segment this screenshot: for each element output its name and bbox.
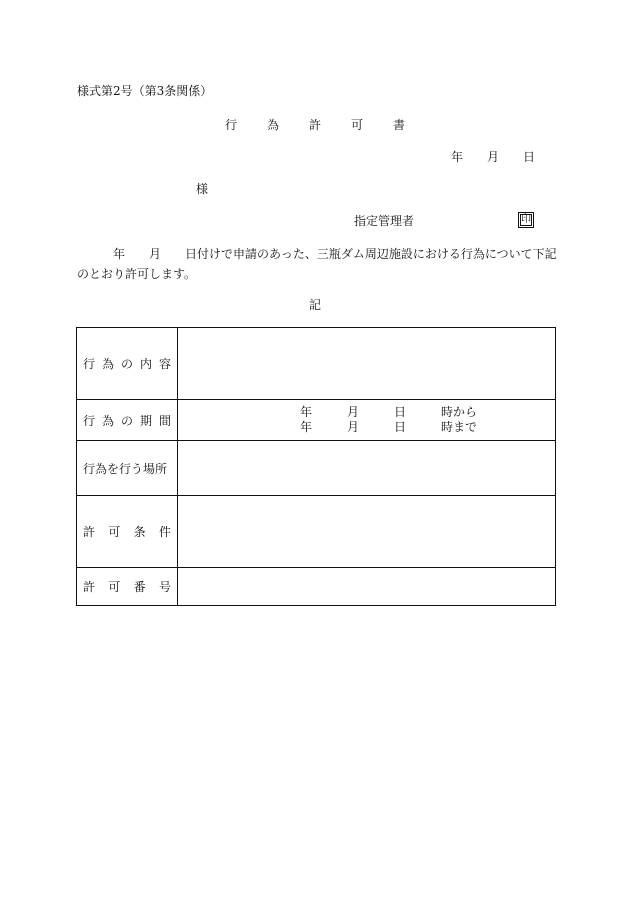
table-row-place [77, 441, 556, 496]
label-char: の [120, 357, 133, 371]
row-value [178, 400, 556, 441]
manager-label: 指定管理者 [354, 214, 415, 228]
period-suffix: 時まで [441, 420, 478, 434]
body-sentence: 年 月 日付けで申請のあった、三瓶ダム周辺施設における行為について下記のとおり許可します。 [77, 247, 557, 281]
table-row-content [77, 328, 556, 400]
label-char: 可 [108, 580, 121, 594]
label-char: 可 [108, 525, 121, 539]
label-char: 容 [158, 357, 171, 371]
table-row-period [77, 400, 556, 441]
addressee: 様 [196, 182, 209, 196]
row-value [178, 568, 556, 606]
seal-mark: 印 [518, 212, 534, 228]
label-char: 許 [83, 525, 96, 539]
period-month: 月 [347, 420, 360, 434]
period-suffix: 時から [441, 405, 478, 419]
label-char: 内 [139, 357, 152, 371]
ki-heading: 記 [308, 298, 321, 312]
label-char: 行 [83, 413, 96, 428]
row-value [178, 441, 556, 496]
label-char: 為 [101, 413, 114, 428]
label-char: 為 [101, 357, 114, 371]
title-char: 許 [308, 118, 321, 132]
label-char: 号 [158, 580, 171, 594]
form-number: 様式第2号（第3条関係） [77, 84, 213, 98]
row-label [77, 568, 178, 606]
date-day: 日 [523, 150, 536, 164]
row-label [77, 496, 178, 568]
date-year: 年 [451, 150, 464, 164]
date-line [451, 151, 535, 163]
title-char: 為 [266, 118, 279, 132]
row-label: 行為を行う場所 [77, 441, 178, 496]
label-char: 期 [139, 413, 152, 428]
row-value [178, 496, 556, 568]
table-row-number [77, 568, 556, 606]
document-title [0, 119, 630, 131]
row-label [77, 400, 178, 441]
period-to-line [178, 420, 555, 435]
label-char: 番 [133, 580, 146, 594]
table-row-conditions [77, 496, 556, 568]
label-char: 条 [133, 525, 146, 539]
period-from-line [178, 405, 555, 420]
period-year: 年 [300, 405, 313, 419]
row-label [77, 328, 178, 400]
title-char: 可 [351, 118, 364, 132]
label-char: 間 [158, 413, 171, 428]
body-text [77, 244, 557, 284]
period-day: 日 [394, 420, 407, 434]
date-month: 月 [487, 150, 500, 164]
label-char: 件 [158, 525, 171, 539]
period-month: 月 [347, 405, 360, 419]
label-char: の [120, 413, 133, 428]
label-char: 許 [83, 580, 96, 594]
permit-detail-table [76, 327, 556, 606]
period-year: 年 [300, 420, 313, 434]
row-value [178, 328, 556, 400]
label-char: 行 [83, 357, 96, 371]
period-day: 日 [394, 405, 407, 419]
title-char: 書 [393, 118, 406, 132]
title-char: 行 [224, 118, 237, 132]
